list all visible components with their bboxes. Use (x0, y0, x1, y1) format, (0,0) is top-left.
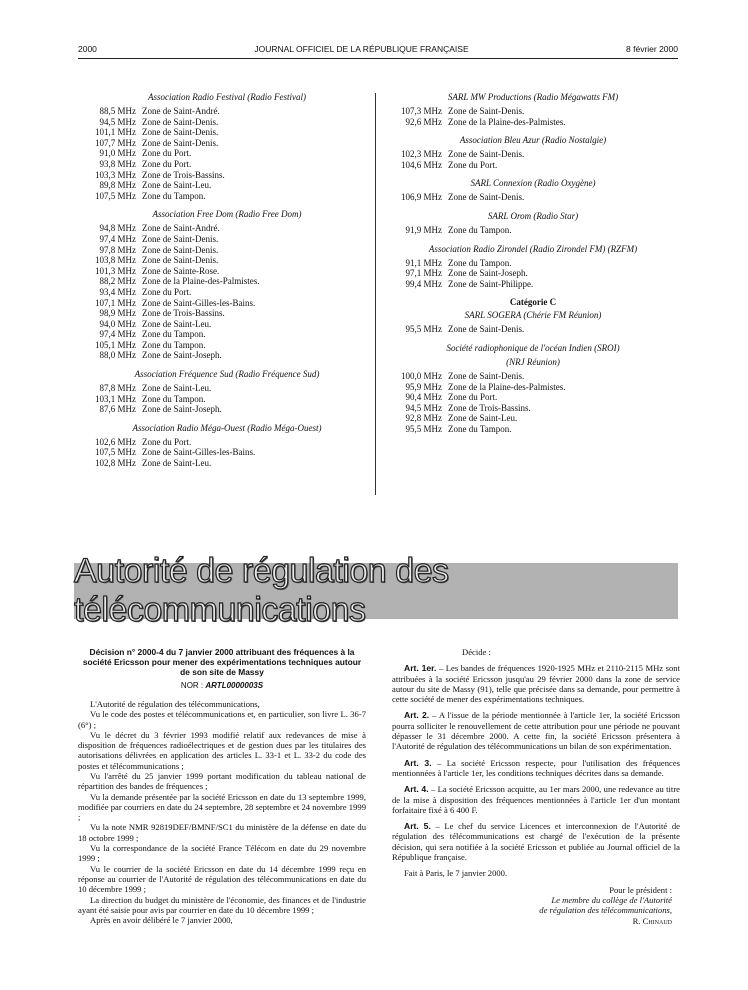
frequency-value: 101,3 MHz (95, 265, 136, 276)
zone-name: Zone de Saint-Leu. (142, 180, 212, 191)
zone-name: Zone du Port. (142, 436, 192, 447)
frequency-row (82, 170, 372, 181)
nor-reference (78, 681, 366, 691)
frequency-value: 105,1 MHz (95, 339, 136, 350)
zone-name: Zone de Saint-André. (142, 106, 220, 116)
zone-name: Zone de Sainte-Rose. (142, 265, 220, 276)
signature-line-3: de régulation des télécommunications, (539, 905, 672, 916)
zone-name: Zone de Saint-Denis. (142, 244, 219, 255)
zone-name: Zone de Saint-Denis. (142, 255, 219, 266)
preamble-paragraph: Après en avoir délibéré le 7 janvier 2000, (90, 915, 233, 926)
station-group (388, 135, 678, 170)
decision-left-column (78, 647, 366, 925)
station-group (82, 423, 372, 469)
frequency-value: 97,8 MHz (99, 244, 136, 255)
signatory-name: R. Chinaud (632, 915, 672, 926)
preamble-paragraph: Vu l'arrêté du 25 janvier 1999 portant modification du tableau national de répartition des bandes de fréquences ; (78, 770, 366, 792)
frequency-row (388, 413, 678, 424)
station-group (82, 369, 372, 415)
frequency-value: 97,4 MHz (99, 233, 136, 244)
frequency-row (388, 149, 678, 160)
zone-name: Zone de Saint-Leu. (142, 318, 212, 329)
frequency-row (388, 225, 678, 236)
article-label: Art. 1er. (404, 663, 437, 674)
nor-code: ARTL0000003S (205, 680, 264, 690)
preamble-paragraph: Vu la demande présentée par la société Ericsson en date du 13 septembre 1999, modifiée par courriers en date du 24 septembre, 28 septembre et 24 novembre 1999 ; (78, 791, 366, 823)
right-frequency-groups (388, 92, 678, 289)
zone-name: Zone de Saint-Leu. (142, 458, 212, 469)
left-frequency-column (82, 92, 372, 477)
frequency-row (388, 279, 678, 290)
frequency-value: 102,6 MHz (95, 436, 136, 447)
frequency-row (82, 127, 372, 138)
zone-name: Zone du Port. (448, 159, 498, 170)
frequency-value: 87,8 MHz (99, 383, 136, 394)
frequency-row (82, 255, 372, 266)
station-owner: SARL SOGERA (Chérie FM Réunion) (464, 310, 602, 321)
frequency-row (388, 160, 678, 171)
frequency-row (82, 266, 372, 277)
signature-line-1: Pour le président : (609, 884, 672, 895)
zone-name: Zone du Port. (142, 286, 192, 297)
frequency-value: 107,5 MHz (95, 447, 136, 458)
frequency-value: 87,6 MHz (99, 404, 136, 415)
frequency-value: 89,8 MHz (99, 180, 136, 191)
frequency-value: 94,5 MHz (99, 116, 136, 127)
station-owner: Association Radio Méga-Ouest (Radio Méga-Ouest) (132, 422, 322, 433)
article-label: Art. 5. (404, 821, 431, 832)
zone-name: Zone de Saint-Denis. (142, 233, 219, 244)
zone-name: Zone de Saint-Leu. (448, 413, 518, 424)
signing-place-date: Fait à Paris, le 7 janvier 2000. (404, 868, 508, 879)
article-text: – La société Ericsson respecte, pour l'utilisation des fréquences mentionnées à l'article 1er, les conditions techniques décrites dans sa demande. (392, 757, 680, 778)
frequency-value: 88,0 MHz (99, 350, 136, 361)
zone-name: Zone de Saint-Denis. (448, 149, 525, 160)
zone-name: Zone de Saint-Joseph. (142, 404, 222, 415)
frequency-value: 94,0 MHz (99, 318, 136, 329)
zone-name: Zone du Tampon. (142, 190, 206, 201)
frequency-row (82, 383, 372, 394)
zone-name: Zone de Saint-Gilles-les-Bains. (142, 447, 256, 458)
frequency-value: 100,0 MHz (401, 370, 442, 381)
category-heading: Catégorie C (509, 297, 557, 308)
decide-heading: Décide : (462, 647, 491, 657)
frequency-row (388, 192, 678, 203)
frequency-value: 91,0 MHz (99, 148, 136, 159)
frequency-row (388, 324, 678, 335)
zone-name: Zone du Tampon. (448, 224, 512, 235)
frequency-row (82, 223, 372, 234)
frequency-value: 95,9 MHz (405, 381, 442, 392)
zone-name: Zone du Tampon. (448, 257, 512, 268)
station-group (388, 310, 678, 335)
station-owner: Association Fréquence Sud (Radio Fréquence Sud) (134, 369, 320, 380)
frequency-row (388, 117, 678, 128)
frequency-row (388, 371, 678, 382)
zone-name: Zone de Saint-Denis. (448, 370, 525, 381)
frequency-row (82, 298, 372, 309)
frequency-value: 91,9 MHz (405, 224, 442, 235)
signature-line-2: Le membre du collège de l'Autorité (551, 894, 672, 905)
preamble-paragraph: Vu le décret du 3 février 1993 modifié relatif aux redevances de mise à disposition de fréquences radioélectriques et de gestion dues par les titulaires des autorisations délivrées en application des articles L. 33-1 et L. 33-2 du code des postes et télécommunications ; (78, 729, 366, 771)
frequency-value: 95,5 MHz (405, 324, 442, 335)
category-c-groups (388, 310, 678, 434)
frequency-value: 88,5 MHz (99, 106, 136, 116)
article-paragraph (392, 784, 680, 815)
frequency-value: 93,4 MHz (99, 286, 136, 297)
frequency-row (82, 340, 372, 351)
preamble-paragraph: Vu la correspondance de la société France Télécom en date du 29 novembre 1999 ; (78, 843, 366, 864)
frequency-value: 106,9 MHz (401, 192, 442, 203)
article-label: Art. 4. (404, 784, 429, 795)
decision-title: Décision n° 2000-4 du 7 janvier 2000 attribuant des fréquences à la société Ericsson pour mener des expérimentations techniques autour de son site de Massy (82, 647, 362, 678)
station-owner: Société radiophonique de l'océan Indien (SROI) (446, 342, 620, 353)
station-owner: Association Radio Zirondel (Radio Zirondel FM) (RZFM) (428, 243, 638, 254)
zone-name: Zone du Port. (142, 148, 192, 159)
zone-name: Zone de la Plaine-des-Palmistes. (448, 116, 566, 127)
frequency-value: 94,8 MHz (99, 223, 136, 234)
frequency-row (388, 392, 678, 403)
frequency-row (82, 276, 372, 287)
frequency-row (388, 382, 678, 393)
frequency-row (82, 245, 372, 256)
column-divider (375, 93, 376, 495)
zone-name: Zone de Saint-Denis. (448, 324, 525, 335)
station-owner-sub: (NRJ Réunion) (506, 356, 560, 367)
station-owner: SARL Connexion (Radio Oxygène) (470, 178, 596, 189)
preamble-paragraph: La direction du budget du ministère de l'économie, des finances et de l'industrie ayant été saisie pour avis par courrier en date du 10 décembre 1999 ; (78, 894, 366, 915)
frequency-value: 99,4 MHz (405, 278, 442, 289)
zone-name: Zone de Saint-Denis. (142, 116, 219, 127)
frequency-row (388, 258, 678, 269)
banner-title: Autorité de régulation des télécommunications (74, 552, 449, 629)
frequency-row (388, 106, 678, 117)
frequency-row (82, 329, 372, 340)
frequency-value: 102,8 MHz (95, 458, 136, 469)
zone-name: Zone du Tampon. (142, 393, 206, 404)
frequency-row (388, 424, 678, 435)
station-group (388, 343, 678, 435)
frequency-value: 92,6 MHz (405, 116, 442, 127)
article-text: – Les bandes de fréquences 1920-1925 MHz et 2110-2115 MHz sont attribuées à la société Ericsson jusqu'au 29 février 2000 dans la zone de service autour du site de Massy (91), telle que précisée dans sa demande, pour permettre à cette société de mener des expérimentations techniques. (392, 663, 680, 705)
zone-name: Zone de Trois-Bassins. (448, 402, 531, 413)
zone-name: Zone de Saint-Denis. (448, 106, 525, 116)
frequency-value: 90,4 MHz (405, 392, 442, 403)
article-paragraph (392, 710, 680, 751)
station-owner: SARL Orom (Radio Star) (487, 210, 579, 221)
zone-name: Zone du Port. (142, 158, 192, 169)
frequency-value: 97,1 MHz (405, 268, 442, 279)
frequency-value: 88,2 MHz (99, 276, 136, 287)
running-head (78, 44, 678, 54)
frequency-value: 101,1 MHz (95, 127, 136, 138)
frequency-value: 97,4 MHz (99, 329, 136, 340)
frequency-row (82, 447, 372, 458)
zone-name: Zone de Saint-Denis. (142, 127, 219, 138)
article-paragraph (392, 663, 680, 704)
station-group (82, 92, 372, 201)
frequency-value: 107,3 MHz (401, 106, 442, 116)
frequency-row (82, 308, 372, 319)
frequency-row (82, 458, 372, 469)
decision-right-column (392, 647, 680, 926)
frequency-row (82, 159, 372, 170)
article-text: – A l'issue de la période mentionnée à l'article 1er, la société Ericsson pourra solliciter le renouvellement de cette attribution pour une période ne pouvant dépasser le 31 décembre 2000. A cette fin, la société Ericsson présentera à l'Autorité de régulation des télécommunications un bilan de son expérimentation. (392, 710, 680, 752)
preamble-paragraph: Vu la note NMR 92819DEF/BMNF/SC1 du ministère de la défense en date du 18 octobre 1999 ; (78, 822, 366, 843)
frequency-value: 103,8 MHz (95, 255, 136, 266)
station-owner: Association Bleu Azur (Radio Nostalgie) (459, 135, 607, 146)
frequency-value: 94,5 MHz (405, 402, 442, 413)
frequency-value: 93,8 MHz (99, 158, 136, 169)
zone-name: Zone de Saint-Denis. (142, 137, 219, 148)
frequency-value: 107,5 MHz (95, 190, 136, 201)
frequency-value: 91,1 MHz (405, 257, 442, 268)
section-banner (74, 552, 678, 629)
zone-name: Zone de Saint-Joseph. (142, 350, 222, 361)
frequency-row (82, 191, 372, 202)
frequency-row (388, 403, 678, 414)
preamble-paragraph: L'Autorité de régulation des télécommunications, (90, 698, 260, 709)
zone-name: Zone du Tampon. (142, 339, 206, 350)
station-owner: Association Free Dom (Radio Free Dom) (152, 209, 302, 220)
preamble-paragraph: Vu le code des postes et télécommunications et, en particulier, son livre L. 36-7 (6°) ; (78, 709, 366, 730)
article-text: – La société Ericsson acquitte, au 1er mars 2000, une redevance au titre de la mise à disposition des fréquences mentionnées à l'article 1er d'un montant forfaitaire fixé à 6 400 F. (392, 784, 680, 815)
zone-name: Zone du Tampon. (142, 329, 206, 340)
journal-title: JOURNAL OFFICIEL DE LA RÉPUBLIQUE FRANÇAISE (254, 44, 469, 54)
article-label: Art. 2. (404, 710, 430, 721)
frequency-value: 92,8 MHz (405, 413, 442, 424)
article-paragraph (392, 758, 680, 779)
frequency-value: 103,3 MHz (95, 169, 136, 180)
decision-articles (392, 663, 680, 862)
article-label: Art. 3. (404, 757, 432, 768)
frequency-value: 95,5 MHz (405, 423, 442, 434)
frequency-value: 107,7 MHz (95, 137, 136, 148)
zone-name: Zone de Trois-Bassins. (142, 169, 225, 180)
frequency-row (82, 404, 372, 415)
frequency-row (82, 117, 372, 128)
zone-name: Zone de Saint-André. (142, 223, 220, 234)
decision-preamble (78, 699, 366, 926)
issue-date: 8 février 2000 (626, 44, 678, 54)
zone-name: Zone du Port. (448, 392, 498, 403)
nor-label: NOR : (180, 680, 204, 690)
frequency-row (82, 394, 372, 405)
frequency-row (82, 350, 372, 361)
frequency-row (82, 148, 372, 159)
frequency-row (82, 138, 372, 149)
station-group (388, 211, 678, 236)
zone-name: Zone de la Plaine-des-Palmistes. (448, 381, 566, 392)
station-owner: Association Radio Festival (Radio Festival) (148, 92, 306, 102)
frequency-row (82, 319, 372, 330)
zone-name: Zone de la Plaine-des-Palmistes. (142, 276, 260, 287)
zone-name: Zone de Saint-Denis. (448, 192, 525, 203)
right-frequency-column (388, 92, 678, 443)
frequency-row (82, 437, 372, 448)
zone-name: Zone de Trois-Bassins. (142, 308, 225, 319)
zone-name: Zone du Tampon. (448, 423, 512, 434)
preamble-paragraph: Vu le courrier de la société Ericsson en date du 14 décembre 1999 reçu en réponse au courrier de l'Autorité de régulation des télécommunications en date du 10 décembre 1999 ; (78, 863, 366, 895)
article-text: – Le chef du service Licences et interconnexion de l'Autorité de régulation des télécommunications est chargé de l'exécution de la présente décision, qui sera notifiée à la société Ericsson et publiée au Journal officiel de la République française. (392, 821, 680, 863)
frequency-row (82, 180, 372, 191)
zone-name: Zone de Saint-Philippe. (448, 278, 534, 289)
zone-name: Zone de Saint-Leu. (142, 383, 212, 394)
station-owner: SARL MW Productions (Radio Mégawatts FM) (447, 92, 619, 102)
station-group (388, 92, 678, 127)
frequency-row (82, 234, 372, 245)
zone-name: Zone de Saint-Joseph. (448, 268, 528, 279)
frequency-value: 98,9 MHz (99, 308, 136, 319)
station-group (388, 178, 678, 203)
frequency-value: 102,3 MHz (401, 149, 442, 160)
header-rule (78, 58, 678, 59)
signature-block (392, 885, 680, 926)
frequency-row (82, 287, 372, 298)
station-group (388, 244, 678, 290)
station-group (82, 209, 372, 361)
article-paragraph (392, 821, 680, 862)
page-number: 2000 (78, 44, 97, 54)
zone-name: Zone de Saint-Gilles-les-Bains. (142, 297, 256, 308)
frequency-value: 103,1 MHz (95, 393, 136, 404)
frequency-value: 104,6 MHz (401, 159, 442, 170)
frequency-value: 107,1 MHz (95, 297, 136, 308)
frequency-row (388, 268, 678, 279)
frequency-row (82, 106, 372, 117)
